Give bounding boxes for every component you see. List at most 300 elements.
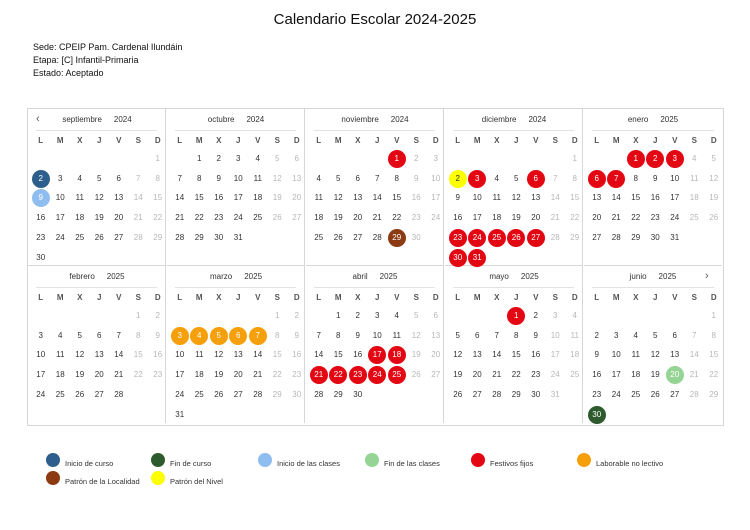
calendar-day[interactable]: 12 [650,350,660,360]
calendar-day[interactable]: 26 [650,389,660,399]
calendar-day[interactable]: 11 [631,350,640,360]
calendar-day[interactable]: 6 [475,330,480,340]
calendar-day[interactable]: 28 [114,389,124,399]
calendar-day[interactable]: 6 [355,173,360,183]
calendar-day[interactable]: 10 [670,173,680,183]
calendar-day[interactable]: 17 [431,193,441,203]
calendar-day[interactable]: 5 [711,154,716,163]
calendar-day[interactable]: 30 [353,389,363,399]
calendar-day[interactable]: 22 [511,370,521,380]
calendar-day[interactable]: 26 [272,213,282,223]
calendar-day[interactable]: 29 [388,229,406,247]
calendar-day[interactable]: 26 [411,370,421,380]
calendar-day[interactable]: 8 [633,173,638,183]
calendar-day[interactable]: 19 [214,370,224,380]
calendar-day[interactable]: 28 [175,232,185,242]
calendar-day[interactable]: 30 [292,389,302,399]
calendar-day[interactable]: 4 [58,330,63,340]
calendar-day[interactable]: 28 [372,232,382,242]
calendar-day[interactable]: 3 [236,154,241,163]
calendar-day[interactable]: 16 [353,350,363,360]
calendar-day[interactable]: 1 [336,311,341,320]
calendar-day[interactable]: 3 [614,330,619,340]
calendar-day[interactable]: 2 [155,311,160,320]
calendar-day[interactable]: 4 [692,154,697,163]
calendar-day[interactable]: 17 [611,370,621,380]
calendar-day[interactable]: 16 [411,193,421,203]
calendar-day[interactable]: 4 [494,173,499,183]
calendar-day[interactable]: 23 [349,366,367,384]
calendar-day[interactable]: 15 [570,193,580,203]
calendar-day[interactable]: 27 [527,229,545,247]
calendar-day[interactable]: 10 [55,193,65,203]
calendar-day[interactable]: 17 [550,350,560,360]
calendar-day[interactable]: 10 [233,173,243,183]
calendar-day[interactable]: 3 [375,311,380,320]
calendar-day[interactable]: 19 [333,213,343,223]
calendar-day[interactable]: 22 [153,213,163,223]
calendar-day[interactable]: 5 [97,173,102,183]
calendar-day[interactable]: 24 [670,213,680,223]
calendar-day[interactable]: 25 [75,232,85,242]
calendar-day[interactable]: 21 [310,366,328,384]
calendar-day[interactable]: 18 [194,370,204,380]
calendar-day[interactable]: 5 [275,154,280,163]
calendar-day[interactable]: 2 [646,150,664,168]
calendar-day[interactable]: 21 [253,370,263,380]
calendar-day[interactable]: 27 [431,370,441,380]
calendar-day[interactable]: 3 [553,311,558,320]
calendar-day[interactable]: 18 [631,370,641,380]
calendar-day[interactable]: 25 [631,389,641,399]
calendar-day[interactable]: 20 [233,370,243,380]
calendar-day[interactable]: 8 [336,330,341,340]
calendar-day[interactable]: 6 [588,170,606,188]
calendar-day[interactable]: 21 [114,370,124,380]
calendar-day[interactable]: 3 [468,170,486,188]
calendar-day[interactable]: 14 [492,350,502,360]
calendar-day[interactable]: 22 [392,213,402,223]
calendar-day[interactable]: 12 [511,193,521,203]
calendar-day[interactable]: 6 [672,330,677,340]
calendar-day[interactable]: 31 [468,249,486,267]
calendar-day[interactable]: 2 [32,170,50,188]
calendar-day[interactable]: 16 [453,213,463,223]
calendar-day[interactable]: 17 [233,193,243,203]
calendar-day[interactable]: 20 [353,213,363,223]
calendar-day[interactable]: 29 [272,389,282,399]
calendar-day[interactable]: 20 [94,370,104,380]
calendar-day[interactable]: 13 [531,193,541,203]
calendar-day[interactable]: 9 [533,330,538,340]
calendar-day[interactable]: 25 [689,213,699,223]
calendar-day[interactable]: 18 [388,346,406,364]
calendar-day[interactable]: 19 [75,370,85,380]
calendar-day[interactable]: 17 [36,370,46,380]
calendar-day[interactable]: 23 [449,229,467,247]
calendar-day[interactable]: 13 [292,173,302,183]
calendar-day[interactable]: 13 [114,193,124,203]
calendar-day[interactable]: 30 [214,232,224,242]
calendar-day[interactable]: 18 [492,213,502,223]
calendar-day[interactable]: 18 [253,193,263,203]
calendar-day[interactable]: 23 [650,213,660,223]
calendar-day[interactable]: 17 [55,213,65,223]
calendar-day[interactable]: 14 [550,193,560,203]
calendar-day[interactable]: 29 [709,389,719,399]
calendar-day[interactable]: 27 [592,232,602,242]
calendar-day[interactable]: 24 [550,370,560,380]
calendar-day[interactable]: 15 [272,350,282,360]
calendar-day[interactable]: 17 [368,346,386,364]
calendar-day[interactable]: 29 [333,389,343,399]
calendar-day[interactable]: 7 [607,170,625,188]
calendar-day[interactable]: 24 [468,229,486,247]
calendar-day[interactable]: 28 [253,389,263,399]
calendar-day[interactable]: 6 [433,311,438,320]
calendar-day[interactable]: 10 [472,193,482,203]
calendar-day[interactable]: 24 [611,389,621,399]
calendar-day[interactable]: 22 [570,213,580,223]
calendar-day[interactable]: 19 [272,193,282,203]
calendar-day[interactable]: 7 [136,173,141,183]
calendar-day[interactable]: 28 [133,232,143,242]
calendar-day[interactable]: 25 [314,232,324,242]
calendar-day[interactable]: 1 [197,154,202,163]
calendar-day[interactable]: 22 [631,213,641,223]
calendar-day[interactable]: 27 [353,232,363,242]
calendar-day[interactable]: 21 [372,213,382,223]
calendar-day[interactable]: 19 [453,370,463,380]
calendar-day[interactable]: 5 [210,327,228,345]
calendar-day[interactable]: 16 [214,193,224,203]
calendar-day[interactable]: 12 [75,350,85,360]
calendar-day[interactable]: 5 [653,330,658,340]
calendar-day[interactable]: 22 [709,370,719,380]
calendar-day[interactable]: 10 [175,350,185,360]
calendar-day[interactable]: 26 [507,229,525,247]
calendar-day[interactable]: 10 [550,330,560,340]
calendar-day[interactable]: 10 [611,350,621,360]
calendar-day[interactable]: 30 [449,249,467,267]
calendar-day[interactable]: 11 [392,330,401,340]
calendar-day[interactable]: 27 [94,389,104,399]
calendar-day[interactable]: 12 [214,350,224,360]
calendar-day[interactable]: 3 [433,154,438,163]
calendar-day[interactable]: 17 [175,370,185,380]
calendar-day[interactable]: 7 [494,330,499,340]
calendar-day[interactable]: 27 [233,389,243,399]
calendar-day[interactable]: 8 [136,330,141,340]
calendar-day[interactable]: 11 [690,173,699,183]
calendar-day[interactable]: 27 [670,389,680,399]
calendar-day[interactable]: 27 [472,389,482,399]
calendar-day[interactable]: 21 [492,370,502,380]
calendar-day[interactable]: 2 [355,311,360,320]
calendar-day[interactable]: 2 [533,311,538,320]
calendar-day[interactable]: 11 [253,173,262,183]
calendar-day[interactable]: 6 [116,173,121,183]
calendar-day[interactable]: 19 [511,213,521,223]
calendar-day[interactable]: 11 [492,193,501,203]
prev-month-arrow-icon[interactable]: ‹ [36,113,40,125]
calendar-day[interactable]: 26 [75,389,85,399]
calendar-day[interactable]: 14 [133,193,143,203]
calendar-day[interactable]: 27 [114,232,124,242]
calendar-day[interactable]: 15 [133,350,143,360]
calendar-day[interactable]: 2 [594,330,599,340]
calendar-day[interactable]: 31 [670,232,680,242]
calendar-day[interactable]: 4 [255,154,260,163]
calendar-day[interactable]: 2 [294,311,299,320]
calendar-day[interactable]: 8 [514,330,519,340]
calendar-day[interactable]: 6 [97,330,102,340]
calendar-day[interactable]: 3 [666,150,684,168]
calendar-day[interactable]: 29 [194,232,204,242]
calendar-day[interactable]: 3 [58,173,63,183]
calendar-day[interactable]: 21 [689,370,699,380]
calendar-day[interactable]: 7 [116,330,121,340]
calendar-day[interactable]: 12 [272,173,282,183]
calendar-day[interactable]: 20 [666,366,684,384]
calendar-day[interactable]: 30 [531,389,541,399]
calendar-day[interactable]: 13 [670,350,680,360]
calendar-day[interactable]: 16 [292,350,302,360]
calendar-day[interactable]: 9 [294,330,299,340]
calendar-day[interactable]: 24 [233,213,243,223]
calendar-day[interactable]: 29 [153,232,163,242]
calendar-day[interactable]: 25 [570,370,580,380]
calendar-day[interactable]: 10 [372,330,382,340]
calendar-day[interactable]: 22 [272,370,282,380]
calendar-day[interactable]: 15 [392,193,402,203]
calendar-day[interactable]: 24 [175,389,185,399]
calendar-day[interactable]: 23 [411,213,421,223]
calendar-day[interactable]: 15 [153,193,163,203]
calendar-day[interactable]: 1 [275,311,280,320]
calendar-day[interactable]: 27 [292,213,302,223]
calendar-day[interactable]: 20 [531,213,541,223]
calendar-day[interactable]: 26 [453,389,463,399]
calendar-day[interactable]: 25 [388,366,406,384]
calendar-day[interactable]: 8 [572,173,577,183]
calendar-day[interactable]: 9 [355,330,360,340]
calendar-day[interactable]: 15 [511,350,521,360]
calendar-day[interactable]: 29 [511,389,521,399]
calendar-day[interactable]: 30 [650,232,660,242]
calendar-day[interactable]: 16 [592,370,602,380]
calendar-day[interactable]: 11 [195,350,204,360]
calendar-day[interactable]: 19 [650,370,660,380]
calendar-day[interactable]: 13 [472,350,482,360]
calendar-day[interactable]: 5 [414,311,419,320]
calendar-day[interactable]: 23 [592,389,602,399]
calendar-day[interactable]: 20 [292,193,302,203]
calendar-day[interactable]: 6 [229,327,247,345]
calendar-day[interactable]: 14 [253,350,263,360]
calendar-day[interactable]: 20 [472,370,482,380]
calendar-day[interactable]: 14 [611,193,621,203]
calendar-day[interactable]: 23 [292,370,302,380]
calendar-day[interactable]: 7 [316,330,321,340]
calendar-day[interactable]: 20 [431,350,441,360]
calendar-day[interactable]: 24 [36,389,46,399]
calendar-day[interactable]: 10 [36,350,46,360]
calendar-day[interactable]: 14 [114,350,124,360]
calendar-day[interactable]: 20 [114,213,124,223]
calendar-day[interactable]: 26 [709,213,719,223]
calendar-day[interactable]: 13 [353,193,363,203]
calendar-day[interactable]: 26 [333,232,343,242]
calendar-day[interactable]: 12 [333,193,343,203]
calendar-day[interactable]: 8 [155,173,160,183]
calendar-day[interactable]: 18 [314,213,324,223]
calendar-day[interactable]: 8 [711,330,716,340]
calendar-day[interactable]: 21 [611,213,621,223]
calendar-day[interactable]: 24 [431,213,441,223]
calendar-day[interactable]: 21 [175,213,185,223]
calendar-day[interactable]: 8 [394,173,399,183]
calendar-day[interactable]: 10 [431,173,441,183]
calendar-day[interactable]: 19 [94,213,104,223]
calendar-day[interactable]: 19 [411,350,421,360]
calendar-day[interactable]: 5 [77,330,82,340]
calendar-day[interactable]: 13 [233,350,243,360]
calendar-day[interactable]: 13 [94,350,104,360]
calendar-day[interactable]: 13 [592,193,602,203]
calendar-day[interactable]: 28 [689,389,699,399]
calendar-day[interactable]: 21 [550,213,560,223]
calendar-day[interactable]: 18 [570,350,580,360]
calendar-day[interactable]: 2 [216,154,221,163]
calendar-day[interactable]: 5 [336,173,341,183]
calendar-day[interactable]: 1 [711,311,716,320]
calendar-day[interactable]: 2 [414,154,419,163]
calendar-day[interactable]: 31 [175,409,185,419]
calendar-day[interactable]: 1 [627,150,645,168]
calendar-day[interactable]: 4 [572,311,577,320]
calendar-day[interactable]: 8 [197,173,202,183]
calendar-day[interactable]: 12 [411,330,421,340]
calendar-day[interactable]: 7 [692,330,697,340]
calendar-day[interactable]: 26 [94,232,104,242]
calendar-day[interactable]: 5 [455,330,460,340]
calendar-day[interactable]: 29 [570,232,580,242]
calendar-day[interactable]: 14 [689,350,699,360]
calendar-day[interactable]: 7 [375,173,380,183]
calendar-day[interactable]: 8 [275,330,280,340]
calendar-day[interactable]: 30 [411,232,421,242]
calendar-day[interactable]: 17 [670,193,680,203]
calendar-day[interactable]: 3 [38,330,43,340]
calendar-day[interactable]: 15 [631,193,641,203]
calendar-day[interactable]: 23 [214,213,224,223]
calendar-day[interactable]: 16 [531,350,541,360]
calendar-day[interactable]: 19 [709,193,719,203]
calendar-day[interactable]: 22 [133,370,143,380]
calendar-day[interactable]: 28 [314,389,324,399]
calendar-day[interactable]: 4 [77,173,82,183]
calendar-day[interactable]: 18 [689,193,699,203]
calendar-day[interactable]: 6 [527,170,545,188]
calendar-day[interactable]: 9 [653,173,658,183]
calendar-day[interactable]: 28 [492,389,502,399]
calendar-day[interactable]: 9 [414,173,419,183]
calendar-day[interactable]: 25 [194,389,204,399]
calendar-day[interactable]: 28 [550,232,560,242]
calendar-day[interactable]: 25 [55,389,65,399]
calendar-day[interactable]: 15 [333,350,343,360]
next-month-arrow-icon[interactable]: › [705,270,709,282]
calendar-day[interactable]: 9 [32,189,50,207]
calendar-day[interactable]: 9 [216,173,221,183]
calendar-day[interactable]: 1 [507,307,525,325]
calendar-day[interactable]: 31 [550,389,560,399]
calendar-day[interactable]: 18 [55,370,65,380]
calendar-day[interactable]: 9 [155,330,160,340]
calendar-day[interactable]: 4 [316,173,321,183]
calendar-day[interactable]: 18 [75,213,85,223]
calendar-day[interactable]: 14 [175,193,185,203]
calendar-day[interactable]: 3 [171,327,189,345]
calendar-day[interactable]: 23 [531,370,541,380]
calendar-day[interactable]: 16 [153,350,163,360]
calendar-day[interactable]: 22 [194,213,204,223]
calendar-day[interactable]: 24 [55,232,65,242]
calendar-day[interactable]: 9 [455,193,460,203]
calendar-day[interactable]: 22 [329,366,347,384]
calendar-day[interactable]: 20 [592,213,602,223]
calendar-day[interactable]: 14 [314,350,324,360]
calendar-day[interactable]: 16 [650,193,660,203]
calendar-day[interactable]: 7 [249,327,267,345]
calendar-day[interactable]: 1 [155,154,160,163]
calendar-day[interactable]: 16 [36,213,46,223]
calendar-day[interactable]: 30 [36,252,46,262]
calendar-day[interactable]: 2 [449,170,467,188]
calendar-day[interactable]: 12 [94,193,104,203]
calendar-day[interactable]: 23 [153,370,163,380]
calendar-day[interactable]: 4 [633,330,638,340]
calendar-day[interactable]: 7 [553,173,558,183]
calendar-day[interactable]: 25 [488,229,506,247]
calendar-day[interactable]: 12 [453,350,463,360]
calendar-day[interactable]: 1 [572,154,577,163]
calendar-day[interactable]: 4 [394,311,399,320]
calendar-day[interactable]: 29 [631,232,641,242]
calendar-day[interactable]: 15 [709,350,719,360]
calendar-day[interactable]: 31 [233,232,243,242]
calendar-day[interactable]: 13 [431,330,441,340]
calendar-day[interactable]: 23 [36,232,46,242]
calendar-day[interactable]: 11 [570,330,579,340]
calendar-day[interactable]: 7 [177,173,182,183]
calendar-day[interactable]: 11 [314,193,323,203]
calendar-day[interactable]: 12 [709,173,719,183]
calendar-day[interactable]: 17 [472,213,482,223]
calendar-day[interactable]: 4 [190,327,208,345]
calendar-day[interactable]: 26 [214,389,224,399]
calendar-day[interactable]: 11 [75,193,84,203]
calendar-day[interactable]: 6 [294,154,299,163]
calendar-day[interactable]: 1 [388,150,406,168]
calendar-day[interactable]: 21 [133,213,143,223]
calendar-day[interactable]: 25 [253,213,263,223]
calendar-day[interactable]: 14 [372,193,382,203]
calendar-day[interactable]: 5 [514,173,519,183]
calendar-day[interactable]: 30 [588,406,606,424]
calendar-day[interactable]: 24 [368,366,386,384]
